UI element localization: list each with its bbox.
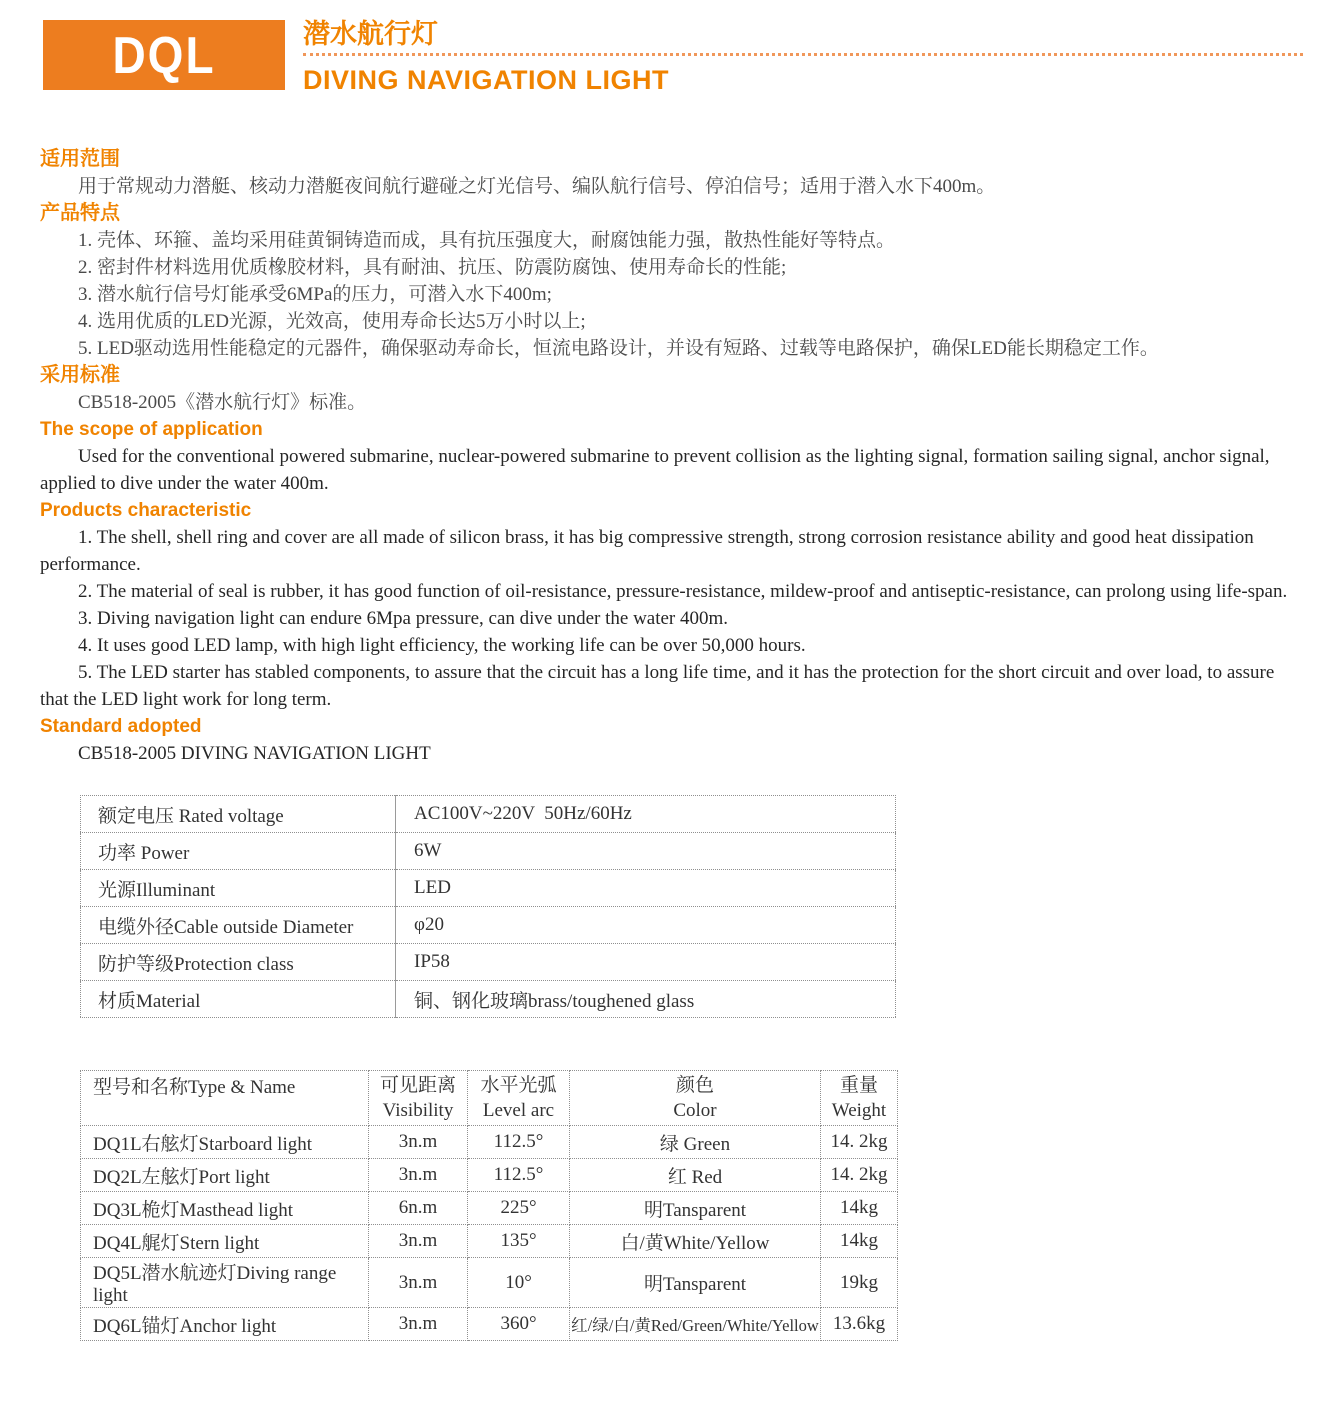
model-weight-cell: 14kg (821, 1192, 898, 1225)
model-color-cell: 明Tansparent (570, 1192, 821, 1225)
spec-value: 6W (396, 833, 896, 870)
model-row (81, 1258, 898, 1308)
column-header-level-arc-zh: 水平光弧 (480, 1075, 557, 1096)
title-block (303, 18, 1303, 95)
column-header-visibility (369, 1071, 468, 1126)
brand-logo (43, 20, 285, 90)
section-heading-features-en: Products characteristic (40, 500, 252, 521)
column-header-visibility-en: Visibility (382, 1100, 454, 1121)
spec-row (81, 907, 896, 944)
spec-label: 光源Illuminant (81, 870, 396, 907)
spec-label: 材质Material (81, 981, 396, 1018)
model-table-header-row (81, 1071, 898, 1126)
model-visibility-cell: 6n.m (369, 1192, 468, 1225)
feature-zh-item: 2. 密封件材料选用优质橡胶材料，具有耐油、抗压、防震防腐蚀、使用寿命长的性能; (78, 257, 787, 278)
feature-en-item: 2. The material of seal is rubber, it has good function of oil-resistance, pressure-resistance, mildew-proof and antiseptic-resistance, can prolong using life-span. (78, 581, 1288, 602)
feature-zh-item: 4. 选用优质的LED光源，光效高，使用寿命长达5万小时以上; (78, 311, 586, 332)
column-header-color-zh: 颜色 (675, 1075, 714, 1096)
section-heading-standard-en: Standard adopted (40, 716, 202, 737)
feature-zh-item: 3. 潜水航行信号灯能承受6MPa的压力，可潜入水下400m; (78, 284, 552, 305)
page-title-zh: 潜水航行灯 (303, 19, 438, 49)
feature-en-item: 3. Diving navigation light can endure 6Mpa pressure, can dive under the water 400m. (78, 608, 729, 629)
spec-row (81, 981, 896, 1018)
paragraph-scope-zh: 用于常规动力潜艇、核动力潜艇夜间航行避碰之灯光信号、编队航行信号、停泊信号；适用于潜入水下400m。 (78, 176, 996, 197)
model-row (81, 1126, 898, 1159)
column-header-level-arc (468, 1071, 570, 1126)
column-header-weight-zh: 重量 (839, 1075, 878, 1096)
column-header-color (570, 1071, 821, 1126)
spec-value: IP58 (396, 944, 896, 981)
model-visibility-cell: 3n.m (369, 1159, 468, 1192)
model-arc-cell: 360° (468, 1308, 570, 1341)
brand-logo-text: DQL (112, 25, 216, 85)
model-row (81, 1308, 898, 1341)
feature-zh-item: 5. LED驱动选用性能稳定的元器件，确保驱动寿命长，恒流电路设计，并设有短路、过载等电路保护，确保LED能长期稳定工作。 (78, 338, 1159, 359)
section-heading-standard-zh: 采用标准 (40, 364, 120, 386)
paragraph-standard-zh: CB518-2005《潜水航行灯》标准。 (78, 392, 367, 413)
model-name-cell: DQ4L艉灯Stern light (81, 1225, 369, 1258)
spec-label: 防护等级Protection class (81, 944, 396, 981)
feature-en-item: 4. It uses good LED lamp, with high light efficiency, the working life can be over 50,000 hours. (78, 635, 806, 656)
model-color-cell: 明Tansparent (570, 1258, 821, 1308)
spec-row (81, 944, 896, 981)
spec-value: LED (396, 870, 896, 907)
spec-row (81, 796, 896, 833)
spec-label: 额定电压 Rated voltage (81, 796, 396, 833)
model-name-cell: DQ1L右舷灯Starboard light (81, 1126, 369, 1159)
model-color-cell: 白/黄White/Yellow (570, 1225, 821, 1258)
model-row (81, 1159, 898, 1192)
model-name-cell: DQ2L左舷灯Port light (81, 1159, 369, 1192)
model-color-cell: 绿 Green (570, 1126, 821, 1159)
column-header-type-name: 型号和名称Type & Name (81, 1071, 369, 1126)
model-color-cell: 红/绿/白/黄Red/Green/White/Yellow (570, 1308, 821, 1341)
model-weight-cell: 13.6kg (821, 1308, 898, 1341)
column-header-visibility-zh: 可见距离 (379, 1075, 456, 1096)
column-header-weight (821, 1071, 898, 1126)
title-divider-rule (303, 53, 1303, 56)
model-weight-cell: 14kg (821, 1225, 898, 1258)
model-color-cell: 红 Red (570, 1159, 821, 1192)
model-visibility-cell: 3n.m (369, 1258, 468, 1308)
model-arc-cell: 112.5° (468, 1159, 570, 1192)
model-visibility-cell: 3n.m (369, 1126, 468, 1159)
spec-label: 功率 Power (81, 833, 396, 870)
model-weight-cell: 14. 2kg (821, 1126, 898, 1159)
model-row (81, 1192, 898, 1225)
model-table (80, 1070, 898, 1341)
document-body (0, 146, 1343, 1341)
spec-row (81, 833, 896, 870)
feature-en-item: 1. The shell, shell ring and cover are all made of silicon brass, it has big compressive strength, strong corrosion resistance ability and good heat dissipation performance. (40, 527, 1254, 575)
column-header-color-en: Color (673, 1100, 717, 1121)
page-header (0, 0, 1343, 100)
model-arc-cell: 225° (468, 1192, 570, 1225)
model-arc-cell: 10° (468, 1258, 570, 1308)
model-name-cell: DQ3L桅灯Masthead light (81, 1192, 369, 1225)
paragraph-scope-en: Used for the conventional powered submarine, nuclear-powered submarine to prevent collision as the lighting signal, formation sailing signal, anchor signal, applied to dive under the water 400m. (40, 446, 1270, 494)
spec-table (80, 795, 896, 1018)
section-heading-features-zh: 产品特点 (40, 202, 120, 224)
spec-row (81, 870, 896, 907)
model-row (81, 1225, 898, 1258)
spec-label: 电缆外径Cable outside Diameter (81, 907, 396, 944)
column-header-weight-en: Weight (831, 1100, 887, 1121)
model-name-cell: DQ5L潜水航迹灯Diving range light (81, 1258, 369, 1308)
model-name-cell: DQ6L锚灯Anchor light (81, 1308, 369, 1341)
model-weight-cell: 14. 2kg (821, 1159, 898, 1192)
model-weight-cell: 19kg (821, 1258, 898, 1308)
spec-value: φ20 (396, 907, 896, 944)
page-title-en: DIVING NAVIGATION LIGHT (303, 65, 669, 95)
model-arc-cell: 135° (468, 1225, 570, 1258)
section-heading-scope-en: The scope of application (40, 419, 263, 440)
paragraph-standard-en: CB518-2005 DIVING NAVIGATION LIGHT (78, 743, 431, 764)
section-heading-scope-zh: 适用范围 (40, 148, 120, 170)
feature-zh-item: 1. 壳体、环箍、盖均采用硅黄铜铸造而成，具有抗压强度大，耐腐蚀能力强，散热性能好等特点。 (78, 230, 896, 251)
column-header-level-arc-en: Level arc (482, 1100, 555, 1121)
model-visibility-cell: 3n.m (369, 1308, 468, 1341)
feature-en-item: 5. The LED starter has stabled components, to assure that the circuit has a long life time, and it has the protection for the short circuit and over load, to assure that the LED light work for long term. (40, 662, 1275, 710)
model-visibility-cell: 3n.m (369, 1225, 468, 1258)
spec-value: 铜、钢化玻璃brass/toughened glass (396, 981, 896, 1018)
model-arc-cell: 112.5° (468, 1126, 570, 1159)
spec-value: AC100V~220V 50Hz/60Hz (396, 796, 896, 833)
